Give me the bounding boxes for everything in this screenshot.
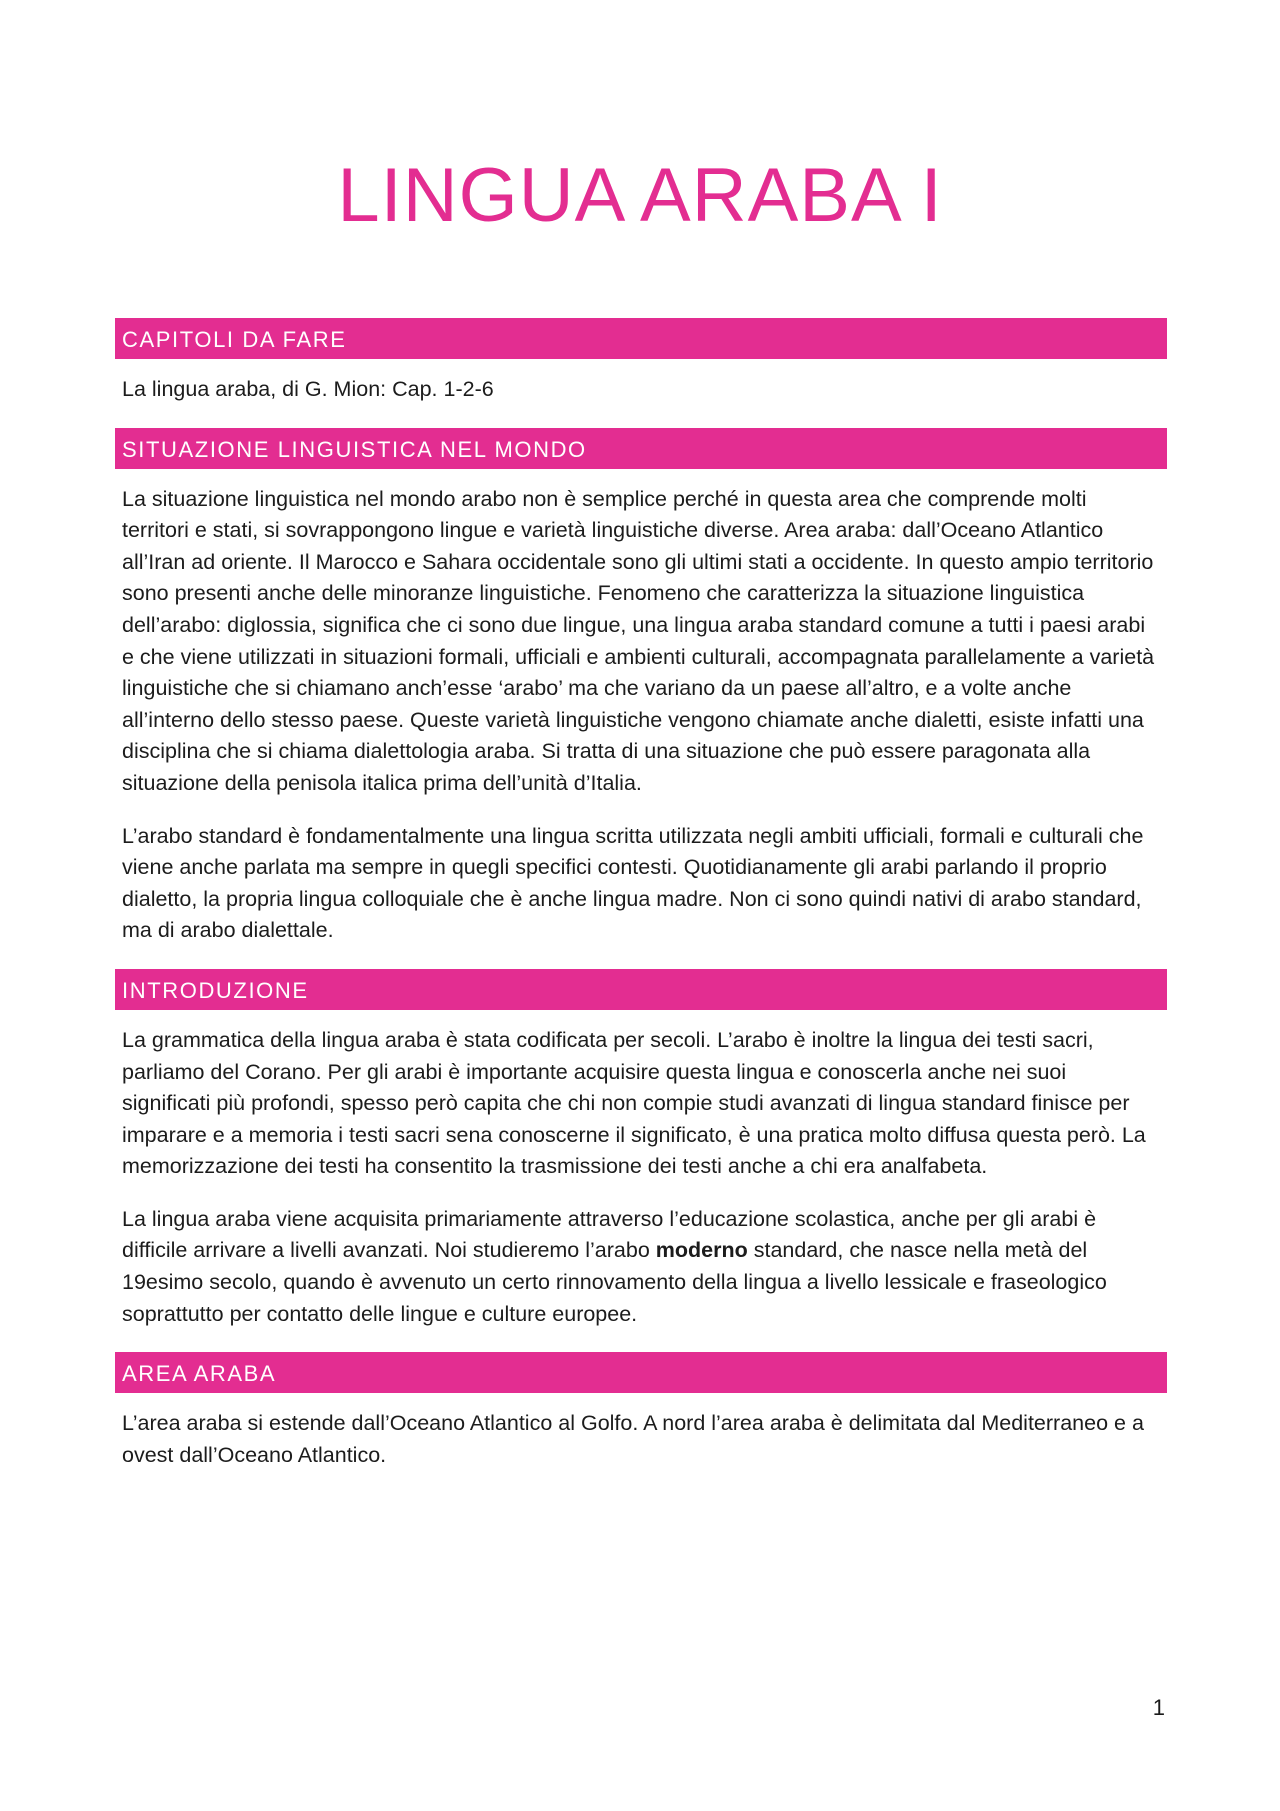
paragraph-situazione-1: La situazione linguistica nel mondo arabo non è semplice perché in questa area che comprende molti territori e stati, si sovrappongono lingue e varietà linguistiche diverse. Area araba: dall’Oceano Atlantico all’Iran ad oriente. Il Marocco e Sahara occidentale sono gli ultimi stati a occidente. In questo ampio territorio sono presenti anche delle minoranze linguistiche. Fenomeno che caratterizza la situazione linguistica dell’arabo: diglossia, significa che ci sono due lingue, una lingua araba standard comune a tutti i paesi arabi e che viene utilizzati in situazioni formali, ufficiali e ambienti culturali, accompagnata parallelamente a varietà linguistiche che si chiamano anch’esse ‘arabo’ ma che variano da un paese all’altro, e a volte anche all’interno dello stesso paese. Queste varietà linguistiche vengono chiamate anche dialetti, esiste infatti una disciplina che si chiama dialettologia araba. Si tratta di una situazione che può essere paragonata alla situazione della penisola italica prima dell’unità d’Italia. [122,486,1155,795]
page-number: 1 [1152,1695,1165,1720]
paragraph-capitoli: La lingua araba, di G. Mion: Cap. 1-2-6 [122,377,494,401]
paragraph-introduzione-2-start: La lingua araba viene acquisita primariamente attraverso l’educazione scolastica, anche per gli arabi è difficile arrivare a livelli avanzati. Noi studieremo l’arabo [122,1206,1097,1263]
section-header-situazione: SITUAZIONE LINGUISTICA NEL MONDO [115,428,1167,469]
document-title: LINGUA ARABA I [337,153,943,238]
document-body [115,318,1167,1471]
bold-term-moderno: moderno [655,1238,748,1263]
section-header-area: AREA ARABA [115,1352,1167,1393]
paragraph-introduzione-2 [115,1204,1167,1330]
paragraph-area: L’area araba si estende dall’Oceano Atlantico al Golfo. A nord l’area araba è delimitata dal Mediterraneo e a ovest dall’Oceano Atlantico. [122,1411,1144,1467]
paragraph-introduzione-1: La grammatica della lingua araba è stata codificata per secoli. L’arabo è inoltre la lingua dei testi sacri, parliamo del Corano. Per gli arabi è importante acquisire questa lingua e conoscerla anche nei suoi significati più profondi, spesso però capita che chi non compie studi avanzati di lingua standard finisce per imparare e a memoria i testi sacri sena conoscerne il significato, è una pratica molto diffusa questa però. La memorizzazione dei testi ha consentito la trasmissione dei testi anche a chi era analfabeta. [122,1027,1146,1179]
section-header-introduzione: INTRODUZIONE [115,969,1167,1010]
paragraph-introduzione-2-end: standard, che nasce nella metà del 19esimo secolo, quando è avvenuto un certo rinnovamento della lingua a livello lessicale e fraseologico soprattutto per contatto delle lingue e culture europee. [122,1238,1107,1326]
paragraph-situazione-2: L’arabo standard è fondamentalmente una lingua scritta utilizzata negli ambiti ufficiali, formali e culturali che viene anche parlata ma sempre in quegli specifici contesti. Quotidianamente gli arabi parlando il proprio dialetto, la propria lingua colloquiale che è anche lingua madre. Non ci sono quindi nativi di arabo standard, ma di arabo dialettale. [122,823,1144,943]
section-header-capitoli: CAPITOLI DA FARE [115,318,1167,359]
